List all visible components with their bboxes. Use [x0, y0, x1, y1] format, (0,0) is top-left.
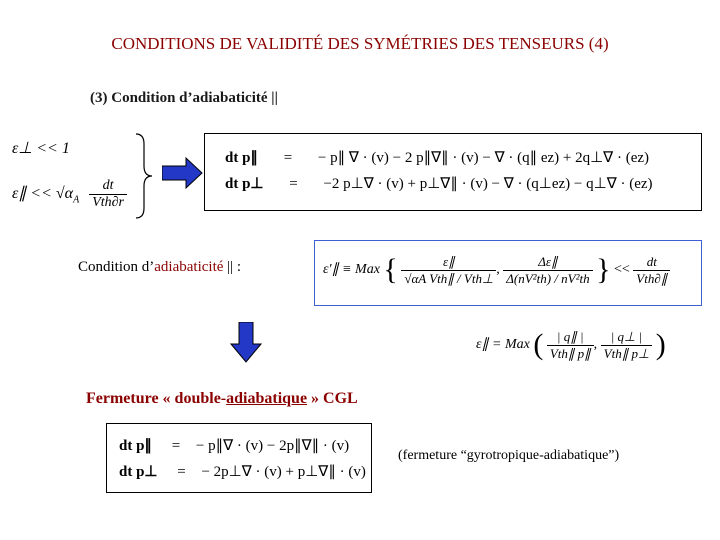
equation-system-box-2	[106, 423, 372, 493]
right-arrow-icon	[162, 156, 204, 190]
max-eps-expression: ε∥ = Max ( $\frac{| q\parallel |}{\text{Vth∥ p∥}}$ , $\frac{| q\perp |}{\text{Vth∥ p⊥}}$ )	[476, 328, 666, 361]
max-condition-frac1-num: ε∥	[401, 254, 496, 271]
system2-row2-lhs: dt p⊥	[119, 464, 158, 480]
max-condition-frac2-num: Δε∥	[503, 254, 592, 271]
section3-prefix: Fermeture « double-	[86, 390, 227, 407]
max-eps-frac1-num: | q∥ |	[547, 329, 594, 346]
system1-row2-rhs: −2 p⊥∇ · (v) + p⊥∇∥ · (v) − ∇ · (q⊥ez) − q⊥∇ · (ez)	[323, 176, 653, 192]
max-condition-rel: <<	[614, 262, 630, 278]
section3-suffix: » CGL	[307, 390, 358, 407]
section2-prefix: Condition d’	[78, 259, 155, 275]
equation-system-box-1	[204, 133, 702, 211]
section-adiabaticity-heading: (3) Condition d’adiabaticité ||	[90, 90, 278, 106]
system2-row1-eq: =	[171, 438, 181, 454]
max-condition-frac3-den: Vth∂∥	[636, 270, 668, 286]
section-adiabaticity-condition	[78, 259, 241, 276]
curly-brace-icon	[134, 132, 154, 220]
max-eps-frac2-num: | q⊥ |	[601, 329, 653, 346]
system2-row1-lhs: dt p∥	[119, 438, 152, 454]
condition-alpha-subscript: A	[73, 194, 80, 206]
system1-row1-lhs: dt p∥	[225, 150, 258, 166]
section3-highlight: adiabatique	[226, 390, 308, 407]
section2-suffix: || :	[223, 259, 242, 275]
section-cgl-closure	[86, 390, 358, 408]
condition-eps-par-lhs: ε∥ << √α	[12, 185, 74, 203]
max-condition-lhs: ε′∥ ≡ Max	[323, 262, 380, 278]
page-title: CONDITIONS DE VALIDITÉ DES SYMÉTRIES DES TENSEURS (4)	[111, 34, 609, 53]
condition-frac-den: Vth∂r	[92, 195, 124, 210]
system1-row1-eq: =	[283, 150, 293, 166]
max-condition-frac3-num: dt	[633, 254, 670, 271]
system1-row1-rhs: − p∥ ∇ · (v) − 2 p∥∇∥ · (v) − ∇ · (q∥ ez) + 2q⊥∇ · (ez)	[317, 150, 650, 166]
system1-row2-lhs: dt p⊥	[225, 176, 264, 192]
max-eps-frac1-den: Vth∥ p∥	[549, 345, 591, 361]
system1-row2-eq: =	[289, 176, 298, 192]
closure-note: (fermeture “gyrotropique-adiabatique”)	[398, 448, 620, 463]
system2-row2-rhs: − 2p⊥∇ · (v) + p⊥∇∥ · (v)	[201, 464, 366, 480]
condition-eps-par	[12, 178, 127, 211]
section2-highlight: adiabaticité	[154, 259, 224, 275]
down-arrow-icon	[230, 322, 262, 364]
condition-frac-num: dt	[89, 178, 127, 195]
max-eps-lhs: ε∥ = Max	[476, 337, 530, 353]
max-condition-frac2-den: Δ(nV²th) / nV²th	[506, 270, 590, 286]
max-condition-frac1-den: √αA Vth∥ / Vth⊥	[404, 270, 494, 286]
system2-row1-rhs: − p∥∇ · (v) − 2p∥∇∥ · (v)	[195, 438, 350, 454]
system2-row2-eq: =	[177, 464, 186, 480]
max-condition-box: ε′∥ ≡ Max { $\frac{\varepsilon\parallel}{\text{√αA Vth∥ / Vth⊥}}$ , $\frac{\Delta\varepsilon\parallel}{\text{Δ(nV²th) / nV²th}}$ } << $\frac{dt}{\text{Vth∂∥}}$	[314, 240, 702, 306]
condition-eps-perp: ε⊥ << 1	[12, 140, 70, 157]
max-eps-frac2-den: Vth∥ p⊥	[603, 345, 650, 361]
